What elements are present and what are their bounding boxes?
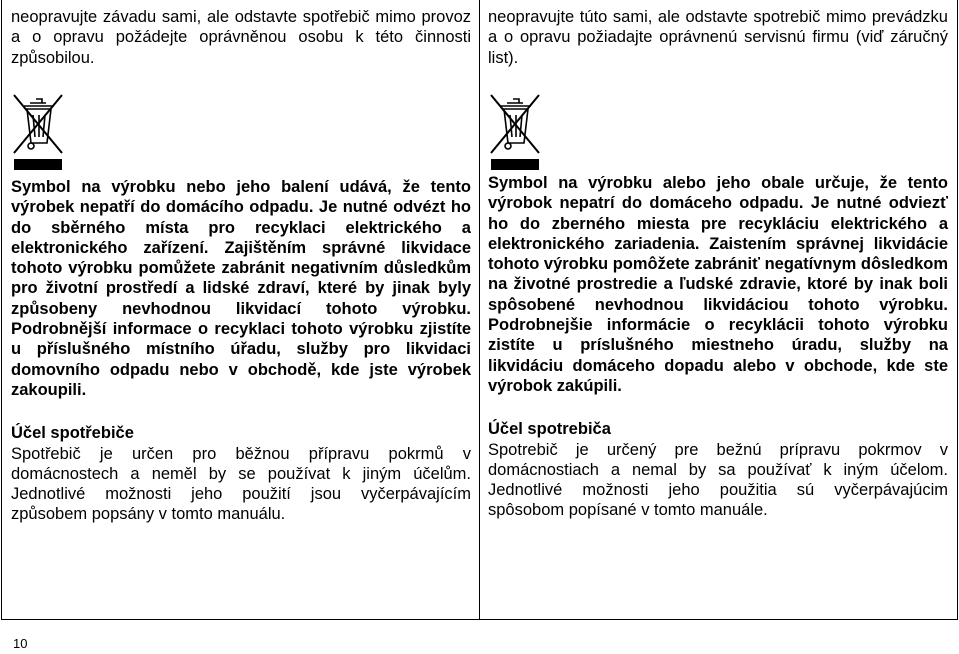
left-column-top	[11, 7, 471, 68]
table-left-border	[1, 0, 2, 620]
table-center-divider	[479, 0, 480, 620]
left-symbol	[10, 93, 66, 171]
left-purpose-heading: Účel spotřebiče	[11, 424, 134, 443]
right-purpose-heading: Účel spotrebiča	[488, 420, 611, 439]
table-right-border	[957, 0, 958, 620]
left-column-main	[11, 177, 471, 525]
left-top-text: neopravujte závadu sami, ale odstavte spotřebič mimo provoz a o opravu požádejte oprávněnou osobu k této činnosti způsobilou.	[11, 8, 471, 67]
crossed-out-wheelie-bin-icon	[487, 93, 543, 171]
right-column-main	[488, 173, 948, 521]
crossed-out-wheelie-bin-icon	[10, 93, 66, 171]
right-symbol	[487, 93, 543, 171]
right-disposal-text: Symbol na výrobku alebo jeho obale určuje, že tento výrobok nepatrí do domáceho odpadu. Je nutné odviezť ho do zberného miesta pre recykláciu elektrického a elektronického zariadenia. Zaistením správnej likvidácie tohoto výrobku pomôžete zabrániť negatívnym dôsledkom na životné prostredie a ľudské zdravie, ktoré by inak boli spôsobené nevhodnou likvidáciou tohoto výrobku. Podrobnejšie informácie o recyklácii tohoto výrobku zistíte u príslušného miestneho úradu, služby na likvidáciu domáceho dopadu alebo v obchode, kde ste výrobok zakúpili.	[488, 174, 948, 395]
left-disposal-text: Symbol na výrobku nebo jeho balení udává, že tento výrobek nepatří do domácího odpadu. Je nutné odvézt ho do sběrného místa pro recyklaci elektrického a elektronického zařízení. Zajištěním správné likvidace tohoto výrobku pomůžete zabránit negativním důsledkům pro životní prostředí a lidské zdraví, které by jinak byly způsobeny nevhodnou likvidací tohoto výrobku. Podrobnější informace o recyklaci tohoto výrobku zjistíte u příslušného místního úřadu, služby pro likvidaci domovního odpadu nebo v obchodě, kde jste výrobek zakoupili.	[11, 178, 471, 399]
table-bottom-border	[1, 619, 958, 620]
page-number: 10	[13, 636, 28, 651]
left-purpose-text: Spotřebič je určen pro běžnou přípravu pokrmů v domácnostech a neměl by se používat k jiným účelům. Jednotlivé možnosti jeho použití jsou vyčerpávajícím způsobem popsány v tomto manuálu.	[11, 444, 471, 524]
right-top-text: neopravujte túto sami, ale odstavte spotrebič mimo prevádzku a o opravu požiadajte oprávnenú servisnú firmu (viď záručný list).	[488, 8, 948, 67]
right-column-top	[488, 7, 948, 68]
right-purpose-text: Spotrebič je určený pre bežnú prípravu pokrmov v domácnostiach a nemal by sa používať k iným účelom. Jednotlivé možnosti jeho použitia sú vyčerpávajúcim spôsobom popísané v tomto manuále.	[488, 440, 948, 520]
